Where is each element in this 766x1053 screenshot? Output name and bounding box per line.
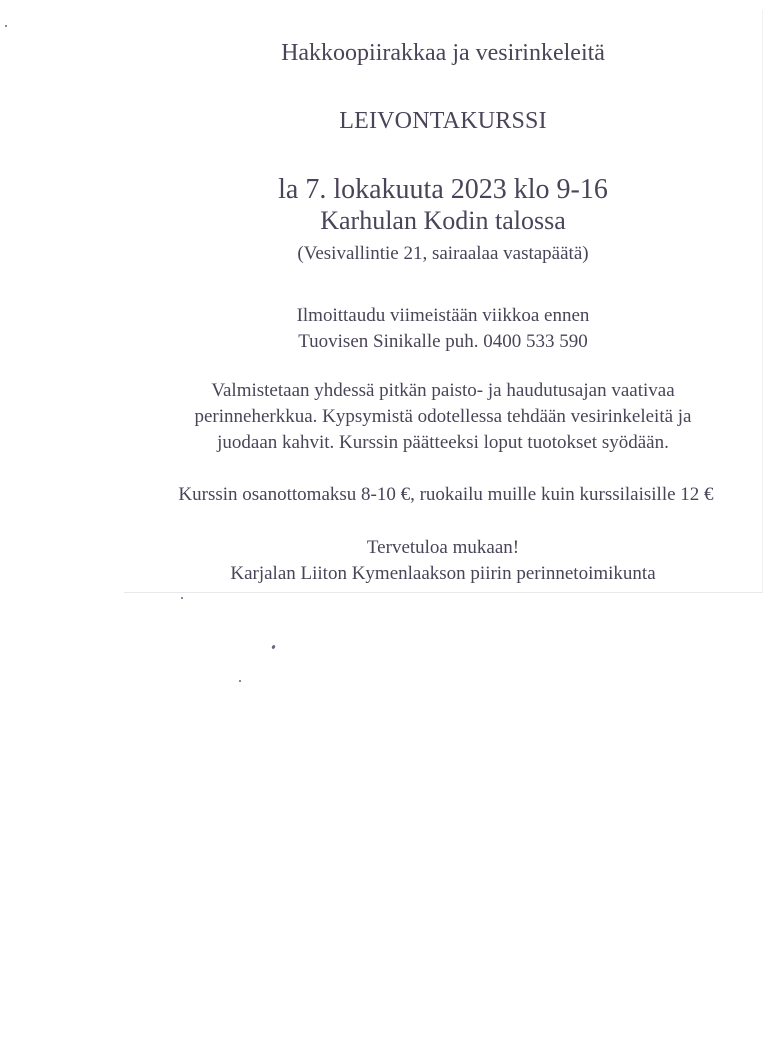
date-time: la 7. lokakuuta 2023 klo 9-16: [278, 174, 608, 205]
organizer: Karjalan Liiton Kymenlaakson piirin perinnetoimikunta: [230, 563, 656, 584]
scan-speck: [5, 25, 7, 27]
signup-line-2: Tuovisen Sinikalle puh. 0400 533 590: [298, 331, 588, 352]
course-title: LEIVONTAKURSSI: [339, 108, 547, 134]
venue-address: (Vesivallintie 21, sairaalaa vastapäätä): [297, 243, 589, 264]
description-line-3: juodaan kahvit. Kurssin päätteeksi loput tuotokset syödään.: [217, 432, 669, 453]
description-line-1: Valmistetaan yhdessä pitkän paisto- ja haudutusajan vaativaa: [211, 380, 675, 401]
venue: Karhulan Kodin talossa: [320, 206, 566, 235]
welcome-text: Tervetuloa mukaan!: [366, 537, 520, 558]
scan-speck: [271, 645, 276, 650]
poster-heading: Hakkoopiirakkaa ja vesirinkeleitä: [281, 40, 605, 66]
scan-speck: [239, 680, 241, 682]
course-fee: Kurssin osanottomaksu 8-10 €, ruokailu muille kuin kurssilaisille 12 €: [178, 484, 714, 505]
description-line-2: perinneherkkua. Kypsymistä odotellessa tehdään vesirinkeleitä ja: [194, 406, 692, 427]
scan-speck: [181, 597, 183, 599]
signup-line-1: Ilmoittaudu viimeistään viikkoa ennen: [296, 305, 590, 326]
